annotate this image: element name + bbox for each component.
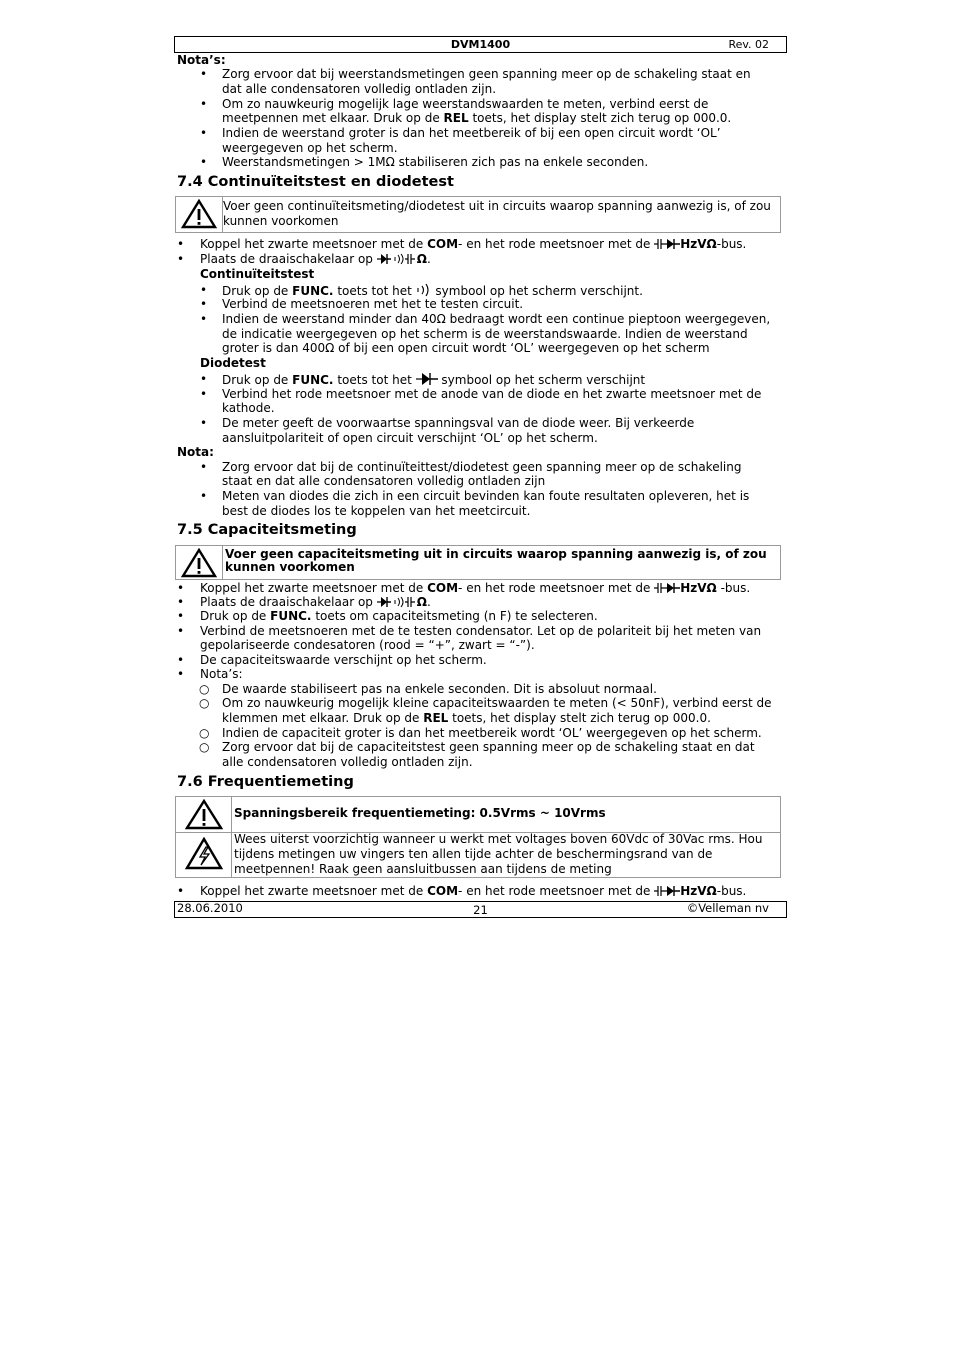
- warning-box-range: [175, 796, 781, 833]
- bullet: •: [177, 252, 185, 266]
- text-line: Verbind de meetsnoeren met de te testen condensator. Let op de polariteit bij het meten van: [200, 624, 762, 638]
- text-line: Zorg ervoor dat bij weerstandsmetingen geen spanning meer op de schakeling staat en: [222, 67, 751, 81]
- warning-text-line: tijdens metingen uw vingers ten allen tijde achter de beschermingsrand van de: [234, 847, 713, 861]
- warning-icon-cell: [176, 797, 232, 832]
- warning-text-line: Spanningsbereik frequentiemeting: 0.5Vrms ~ 10Vrms: [234, 806, 606, 820]
- text-line: De capaciteitswaarde verschijnt op het scherm.: [200, 653, 487, 667]
- bullet: •: [200, 126, 208, 140]
- warning-text-line: Voer geen continuïteitsmeting/diodetest uit in circuits waarop spanning aanwezig is, of zou: [223, 199, 771, 213]
- warning-text-line: Wees uiterst voorzichtig wanneer u werkt met voltages boven 60Vdc of 30Vac rms. Hou: [234, 832, 763, 846]
- text-span: Druk op de: [222, 284, 293, 298]
- text-span: Druk op de: [200, 609, 271, 623]
- text-line: [222, 372, 645, 388]
- text-line: Meten van diodes die zich in een circuit bevinden kan foute resultaten opleveren, het is: [222, 489, 750, 503]
- text-line: best de diodes los te koppelen van het meetcircuit.: [222, 504, 531, 518]
- bullet: •: [177, 624, 185, 638]
- diode-continuity-capacitor-symbol: [377, 596, 417, 608]
- model-name: DVM1400: [450, 38, 511, 51]
- text-line: Indien de weerstand minder dan 40Ω bedraagt wordt een continue pieptoon weergegeven,: [222, 312, 771, 326]
- text-span: toets om capaciteitsmeting (n F) te selecteren.: [311, 609, 598, 623]
- text-line: [200, 237, 746, 252]
- warning-icon-cell: [176, 197, 223, 232]
- capacitor-diode-symbol: [654, 582, 680, 594]
- page-header: [174, 36, 787, 53]
- hzvohm-label: HzVΩ: [680, 237, 717, 251]
- rel-key-label: REL: [443, 111, 469, 125]
- footer-date: 28.06.2010: [177, 901, 243, 915]
- bullet: •: [200, 97, 208, 111]
- text-line: alle condensatoren volledig ontladen zijn.: [222, 755, 473, 769]
- text-line: Verbind de meetsnoeren met het te testen circuit.: [222, 297, 524, 311]
- warning-box: [175, 196, 781, 233]
- warning-triangle-icon: [181, 548, 217, 578]
- continuity-sound-icon: [416, 283, 432, 297]
- func-key-label: FUNC.: [270, 609, 312, 623]
- bullet: •: [177, 609, 185, 623]
- text-span: .: [426, 252, 431, 266]
- footer-copyright: ©Velleman nv: [686, 901, 769, 915]
- circle-bullet: ○: [199, 682, 210, 696]
- warning-text-line: Voer geen capaciteitsmeting uit in circuits waarop spanning aanwezig is, of zou: [225, 547, 767, 561]
- text-span: symbool op het scherm verschijnt: [437, 373, 646, 387]
- rel-key-label: REL: [423, 711, 449, 725]
- text-span: - en het rode meetsnoer met de: [458, 237, 655, 251]
- page-number: 21: [473, 903, 488, 917]
- hzvohm-label: HzVΩ: [680, 581, 717, 595]
- text-span: - en het rode meetsnoer met de: [458, 884, 655, 898]
- page-footer: [174, 901, 787, 918]
- text-line: weergegeven op het scherm.: [222, 141, 398, 155]
- text-line: [200, 581, 750, 596]
- text-line: [200, 252, 431, 267]
- bullet: •: [177, 237, 185, 251]
- text-line: [222, 711, 711, 726]
- text-span: toets, het display stelt zich terug op 000.0.: [448, 711, 711, 725]
- high-voltage-icon: [185, 837, 223, 870]
- subheading-continuity: Continuïteitstest: [200, 267, 315, 281]
- bullet: •: [200, 460, 208, 474]
- text-line: Weerstandsmetingen > 1MΩ stabiliseren zich pas na enkele seconden.: [222, 155, 649, 169]
- bullet: •: [200, 372, 208, 386]
- text-line: Verbind het rode meetsnoer met de anode van de diode en het zwarte meetsnoer met de: [222, 387, 762, 401]
- text-span: -bus.: [716, 581, 751, 595]
- circle-bullet: ○: [199, 740, 210, 754]
- text-line: de indicatie weergegeven op het scherm is de weerstandswaarde. Indien de weerstand: [222, 327, 748, 341]
- nota-title: Nota:: [177, 445, 214, 459]
- text-span: toets tot het: [333, 284, 416, 298]
- text-line: aansluitpolariteit of open circuit verschijnt ‘OL’ op het scherm.: [222, 431, 598, 445]
- text-span: Koppel het zwarte meetsnoer met de: [200, 884, 428, 898]
- text-line: De meter geeft de voorwaartse spanningsval van de diode weer. Bij verkeerde: [222, 416, 695, 430]
- func-key-label: FUNC.: [292, 284, 334, 298]
- capacitor-diode-symbol: [654, 885, 680, 897]
- text-line: Om zo nauwkeurig mogelijk kleine capaciteitswaarden te meten (< 50nF), verbind eerst de: [222, 696, 772, 710]
- text-line: [200, 884, 746, 899]
- text-line: De waarde stabiliseert pas na enkele seconden. Dit is absoluut normaal.: [222, 682, 657, 696]
- warning-text-line: kunnen voorkomen: [223, 214, 339, 228]
- warning-triangle-icon: [185, 799, 223, 830]
- ohm-label: Ω: [416, 595, 427, 609]
- func-key-label: FUNC.: [292, 373, 334, 387]
- text-line: gepolariseerde condesatoren (rood = “+”, zwart = “-”).: [200, 638, 535, 652]
- text-line: staat en dat alle condensatoren volledig ontladen zijn: [222, 474, 546, 488]
- text-span: Plaats de draaischakelaar op: [200, 595, 377, 609]
- bullet: •: [200, 297, 208, 311]
- text-span: Koppel het zwarte meetsnoer met de: [200, 581, 428, 595]
- capacitor-diode-symbol: [654, 238, 680, 250]
- bullet: •: [177, 884, 185, 898]
- text-span: toets tot het: [333, 373, 416, 387]
- text-line: Zorg ervoor dat bij de capaciteitstest geen spanning meer op de schakeling staat en dat: [222, 740, 755, 754]
- revision: Rev. 02: [728, 38, 769, 51]
- bullet: •: [177, 595, 185, 609]
- text-line: Indien de capaciteit groter is dan het meetbereik wordt ‘OL’ weergegeven op het scherm.: [222, 726, 762, 740]
- com-label: COM: [427, 237, 459, 251]
- text-line: Nota’s:: [200, 667, 243, 681]
- bullet: •: [177, 667, 185, 681]
- text-span: toets, het display stelt zich terug op 000.0.: [468, 111, 732, 125]
- text-span: Koppel het zwarte meetsnoer met de: [200, 237, 428, 251]
- section-heading-7-4: 7.4 Continuïteitstest en diodetest: [177, 174, 454, 190]
- text-span: Druk op de: [222, 373, 293, 387]
- bullet: •: [177, 653, 185, 667]
- warning-icon-cell: [176, 546, 223, 579]
- warning-box: [175, 545, 781, 580]
- bullet: •: [200, 283, 208, 297]
- text-span: -bus.: [716, 884, 747, 898]
- warning-text-line: meetpennen! Raak geen aansluitbussen aan tijdens de meting: [234, 862, 612, 876]
- diode-continuity-capacitor-symbol: [377, 253, 417, 265]
- text-span: .: [426, 595, 431, 609]
- warning-text-line: kunnen voorkomen: [225, 560, 355, 574]
- subheading-diode: Diodetest: [200, 356, 266, 370]
- text-line: kathode.: [222, 401, 275, 415]
- notas-title: Nota’s:: [177, 53, 226, 67]
- text-line: [222, 111, 731, 126]
- text-span: meetpennen met elkaar. Druk op de: [222, 111, 444, 125]
- text-line: Om zo nauwkeurig mogelijk lage weerstandswaarden te meten, verbind eerst de: [222, 97, 709, 111]
- text-line: [200, 595, 431, 610]
- circle-bullet: ○: [199, 696, 210, 710]
- text-line: [200, 609, 598, 624]
- bullet: •: [200, 155, 208, 169]
- bullet: •: [200, 489, 208, 503]
- bullet: •: [200, 387, 208, 401]
- com-label: COM: [427, 884, 459, 898]
- text-span: -bus.: [716, 237, 747, 251]
- bullet: •: [177, 581, 185, 595]
- warning-triangle-icon: [181, 199, 217, 229]
- text-span: Plaats de draaischakelaar op: [200, 252, 377, 266]
- text-span: - en het rode meetsnoer met de: [458, 581, 655, 595]
- text-line: dat alle condensatoren volledig ontladen zijn.: [222, 82, 497, 96]
- ohm-label: Ω: [416, 252, 427, 266]
- warning-box-voltage: [175, 831, 781, 878]
- bullet: •: [200, 416, 208, 430]
- com-label: COM: [427, 581, 459, 595]
- circle-bullet: ○: [199, 726, 210, 740]
- bullet: •: [200, 312, 208, 326]
- text-span: symbool op het scherm verschijnt.: [431, 284, 643, 298]
- text-span: klemmen met elkaar. Druk op de: [222, 711, 424, 725]
- section-heading-7-6: 7.6 Frequentiemeting: [177, 774, 354, 790]
- text-line: Indien de weerstand groter is dan het meetbereik of bij een open circuit wordt ‘OL’: [222, 126, 721, 140]
- diode-icon: [416, 372, 438, 386]
- text-line: Zorg ervoor dat bij de continuïteittest/diodetest geen spanning meer op de schakeling: [222, 460, 742, 474]
- section-heading-7-5: 7.5 Capaciteitsmeting: [177, 522, 357, 538]
- hzvohm-label: HzVΩ: [680, 884, 717, 898]
- electric-icon-cell: [176, 831, 232, 877]
- bullet: •: [200, 67, 208, 81]
- text-line: groter is dan 400Ω of bij een open circuit wordt ‘OL’ weergegeven op het scherm: [222, 341, 710, 355]
